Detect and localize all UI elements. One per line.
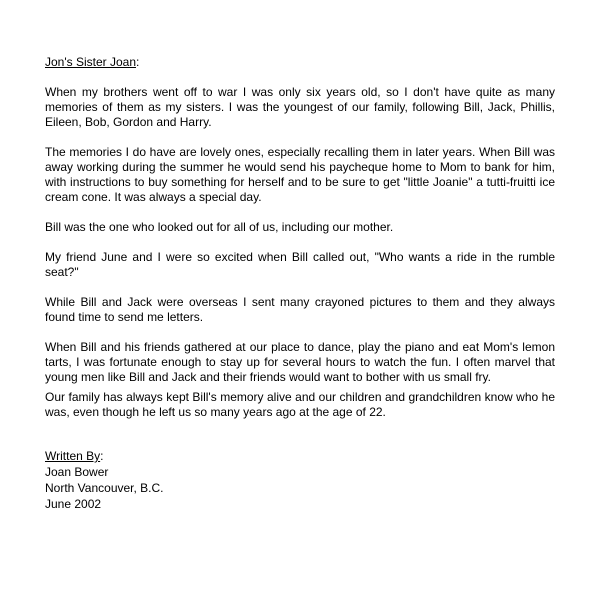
- written-by-text: Written By: [45, 449, 101, 463]
- written-by-colon: :: [100, 449, 104, 463]
- paragraph-memories-paycheque: The memories I do have are lovely ones, especially recalling them in later years. When Bill was away working during the summer he would send his paycheque home to Mom to bank for him, with instructions to buy something for herself and to be sure to get "little Joanie" a tutti-fruitti ice cream cone. It was always a special day.: [45, 145, 555, 204]
- signature-block: [45, 448, 555, 512]
- signature-date: June 2002: [45, 497, 102, 511]
- paragraph-bill-looked-out: Bill was the one who looked out for all of us, including our mother.: [45, 220, 394, 234]
- document-title: [45, 55, 555, 70]
- paragraph-brothers-war: When my brothers went off to war I was only six years old, so I don't have quite as many memories of them as my sisters. I was the youngest of our family, following Bill, Jack, Phillis, Eileen, Bob, Gordon and Harry.: [45, 85, 555, 129]
- signature-author: Joan Bower: [45, 465, 109, 479]
- paragraph-memory-alive: Our family has always kept Bill's memory alive and our children and grandchildren know who he was, even though he left us so many years ago at the age of 22.: [45, 390, 555, 419]
- document-title-text: Jon's Sister Joan: [45, 55, 137, 69]
- written-by-label: [45, 448, 555, 464]
- paragraph-crayoned-pictures: While Bill and Jack were overseas I sent many crayoned pictures to them and they always found time to send me letters.: [45, 295, 555, 324]
- paragraph-dance-piano: When Bill and his friends gathered at our place to dance, play the piano and eat Mom's lemon tarts, I was fortunate enough to stay up for several hours to watch the fun. I often marvel that young men like Bill and Jack and their friends would want to bother with us small fry.: [45, 340, 555, 384]
- document-title-colon: :: [136, 55, 140, 69]
- signature-location: North Vancouver, B.C.: [45, 481, 164, 495]
- paragraph-rumble-seat: My friend June and I were so excited when Bill called out, "Who wants a ride in the rumble seat?": [45, 250, 555, 279]
